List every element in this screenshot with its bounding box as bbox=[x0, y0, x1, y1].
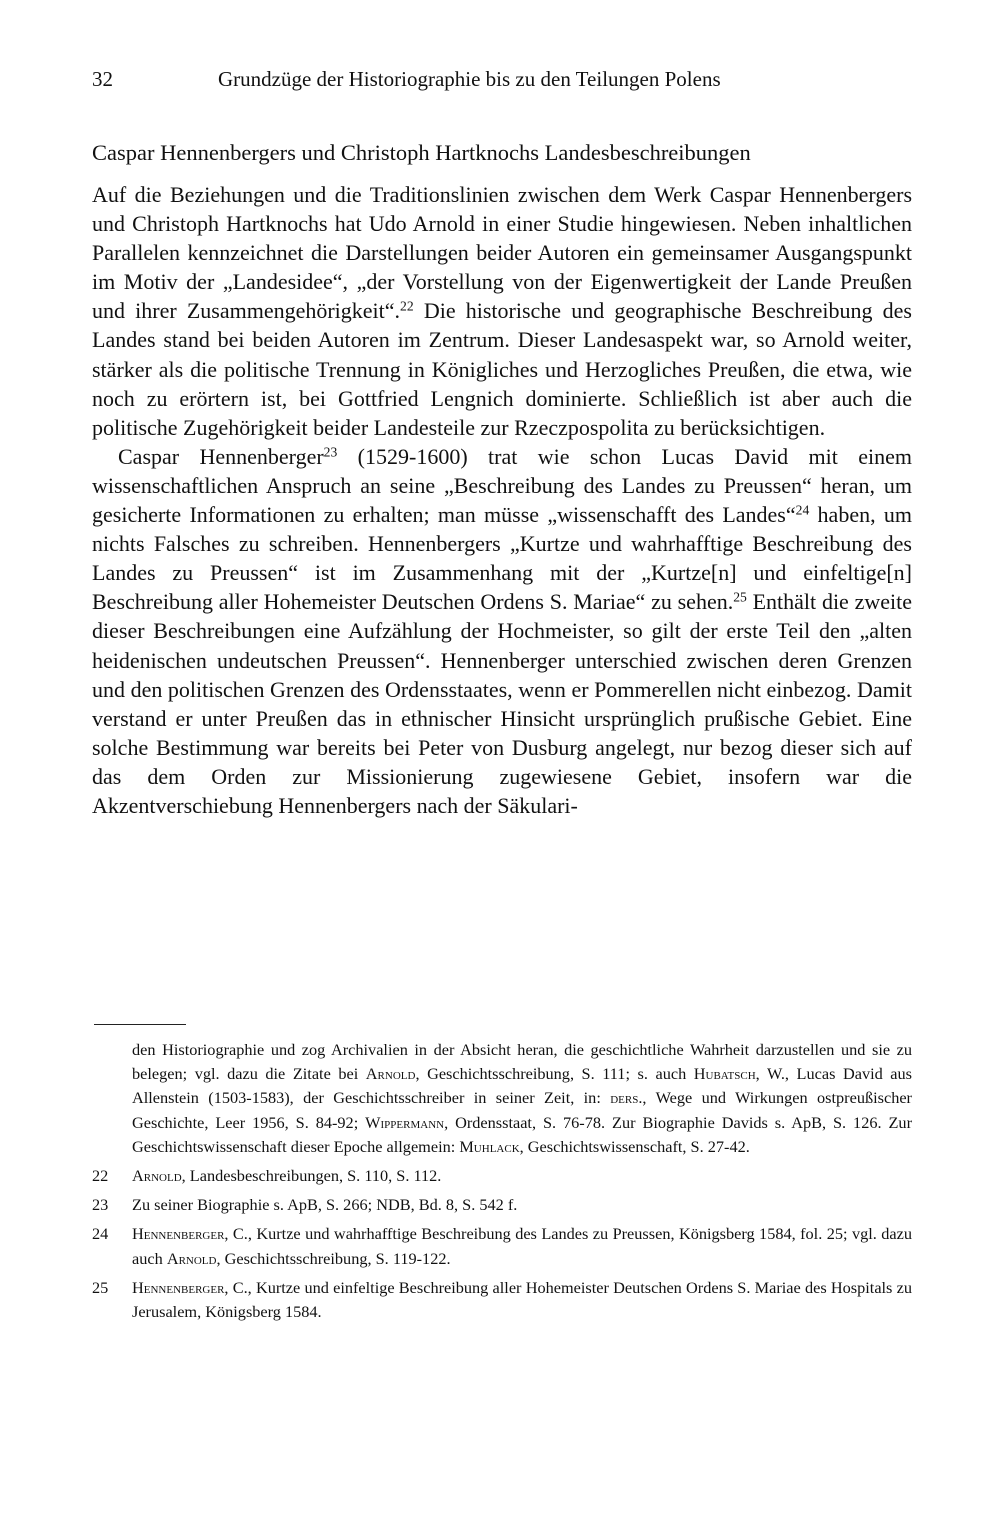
fn24-author-arnold: Arnold bbox=[166, 1248, 217, 1268]
fn-cont-author-arnold: Arnold bbox=[365, 1064, 416, 1084]
paragraph-1-text: Auf die Beziehungen und die Traditionslinien zwischen dem Werk Caspar Hennenbergers und Christoph Hartknochs hat Udo Arnold in einer Studie hingewiesen. Neben inhaltlichen Parallelen kennzeichnet die Darstellungen beider Autoren ein gemeinsamer Ausgangspunkt im Motiv der „Landesidee“, „der Vorstellung von der Eigenwertigkeit der Lande Preußen und ihrer Zusammengehörigkeit“. bbox=[92, 182, 912, 324]
fn24-author: Hennenberger bbox=[132, 1224, 225, 1244]
footnote-25 bbox=[92, 1276, 912, 1324]
footnote-text bbox=[132, 1276, 912, 1324]
paragraph-2-text: Caspar Hennenberger bbox=[118, 443, 324, 469]
fn-cont-t3: , W., Lucas David aus Allenstein (1503-1583), der Geschichtsschreiber in seiner Zeit, in: bbox=[132, 1064, 912, 1108]
footnote-22 bbox=[92, 1164, 912, 1188]
fn-cont-t5: , Ordensstaat, S. 76-78. Zur Biographie Davids s. ApB, S. 126. Zur Geschichtswissenschaft dieser Epoche allgemein: bbox=[132, 1112, 912, 1156]
fn-cont-t6: , Geschichtswissenschaft, S. 27-42. bbox=[519, 1136, 750, 1156]
footnote-ref-24[interactable]: 24 bbox=[795, 502, 810, 518]
footnote-number: 22 bbox=[92, 1166, 109, 1186]
footnote-text bbox=[132, 1222, 912, 1270]
fn-cont-t4: , Wege und Wirkungen ostpreußischer Geschichte, Leer 1956, S. 84-92; bbox=[132, 1088, 912, 1132]
fn-cont-t1: den Historiographie und zog Archivalien in der Absicht heran, die geschichtliche Wahrheit darzustellen und sie zu belegen; vgl. dazu die Zitate bei bbox=[132, 1040, 912, 1084]
paragraph-2-text-c: haben, um nichts Falsches zu schreiben. Hennenbergers „Kurtze und wahrhafftige Beschreibung des Landes zu Preussen“ ist im Zusammenhang mit der „Kurtze[n] und einfeltige[n] Beschreibung aller Hohemeister Deutschen Ordens S. Mariae“ zu sehen. bbox=[92, 502, 912, 615]
fn-cont-author-wippermann: Wippermann bbox=[365, 1112, 445, 1132]
body-text bbox=[92, 180, 912, 820]
fn24-text: , C., Kurtze und wahrhafftige Beschreibung des Landes zu Preussen, Königsberg 1584, fol. 25; vgl. dazu auch bbox=[132, 1224, 912, 1268]
paragraph-1 bbox=[92, 180, 912, 442]
footnote-ref-23[interactable]: 23 bbox=[323, 444, 338, 460]
fn-cont-author-muhlack: Muhlack bbox=[459, 1136, 520, 1156]
paragraph-2-text-b: (1529-1600) trat wie schon Lucas David mit einem wissenschaftlichen Anspruch an seine „Beschreibung des Landes zu Preussen“ heran, um gesicherte Informationen zu erhalten; man müsse „wissenschafft des Landes“ bbox=[92, 443, 912, 528]
paragraph-2 bbox=[92, 442, 912, 820]
fn25-author: Hennenberger bbox=[132, 1277, 225, 1297]
fn22-text: , Landesbeschreibungen, S. 110, S. 112. bbox=[181, 1166, 442, 1186]
footnote-divider bbox=[94, 1024, 186, 1025]
footnote-ref-22[interactable]: 22 bbox=[400, 298, 414, 314]
footnote-ref-25[interactable]: 25 bbox=[733, 589, 747, 605]
footnote-text: Zu seiner Biographie s. ApB, S. 266; NDB, Bd. 8, S. 542 f. bbox=[132, 1195, 518, 1215]
section-heading: Caspar Hennenbergers und Christoph Hartknochs Landesbeschreibungen bbox=[92, 140, 751, 165]
footnote-continuation bbox=[132, 1038, 912, 1159]
footnotes bbox=[92, 1038, 912, 1324]
running-head bbox=[92, 62, 912, 96]
footnote-number: 23 bbox=[92, 1195, 109, 1215]
footnote-24 bbox=[92, 1222, 912, 1270]
paragraph-2-text-d: Enthält die zweite dieser Beschreibungen eine Aufzählung der Hochmeister, so gilt der erste Teil den „alten heidenischen undeutschen Preussen“. Hennenberger unterschied zwischen deren Grenzen und den politischen Grenzen des Ordensstaates, wenn er Pommerellen nicht einbezog. Damit verstand er unter Preußen das in ethnischer Hinsicht ursprünglich prußische Gebiet. Eine solche Bestimmung war bereits bei Peter von Dusburg angelegt, nur bezog dieser sich auf das dem Orden zur Missionierung zugewiesene Gebiet, insofern war die Akzentverschiebung Hennenbergers nach der Säkulari- bbox=[92, 589, 912, 818]
fn24-text-cont: , Geschichtsschreibung, S. 119-122. bbox=[216, 1248, 451, 1268]
fn25-text: , C., Kurtze und einfeltige Beschreibung aller Hohemeister Deutschen Ordens S. Mariae des Hospitals zu Jerusalem, Königsberg 1584. bbox=[132, 1277, 912, 1322]
page-number: 32 bbox=[92, 67, 113, 91]
footnote-number: 24 bbox=[92, 1224, 109, 1244]
footnote-text bbox=[132, 1164, 912, 1188]
fn-cont-t2: , Geschichtsschreibung, S. 111; s. auch bbox=[415, 1064, 694, 1084]
footnote-23 bbox=[92, 1193, 912, 1217]
running-title: Grundzüge der Historiographie bis zu den Teilungen Polens bbox=[218, 67, 721, 91]
paragraph-1-text-cont: Die historische und geographische Beschreibung des Landes stand bei beiden Autoren im Zentrum. Dieser Landesaspekt war, so Arnold weiter, stärker als die politische Trennung in Königliches und Herzogliches Preußen, die etwa, wie noch zu erörtern ist, bei Gottfried Lengnich dominierte. Schließlich ist aber auch die politische Zugehörigkeit beider Landesteile zur Rzeczpospolita zu berücksichtigen. bbox=[92, 298, 912, 440]
footnote-number: 25 bbox=[92, 1277, 109, 1297]
fn-cont-author-ders: ders. bbox=[610, 1088, 643, 1108]
fn-cont-author-hubatsch: Hubatsch bbox=[693, 1064, 756, 1084]
fn22-author: Arnold bbox=[132, 1166, 182, 1186]
